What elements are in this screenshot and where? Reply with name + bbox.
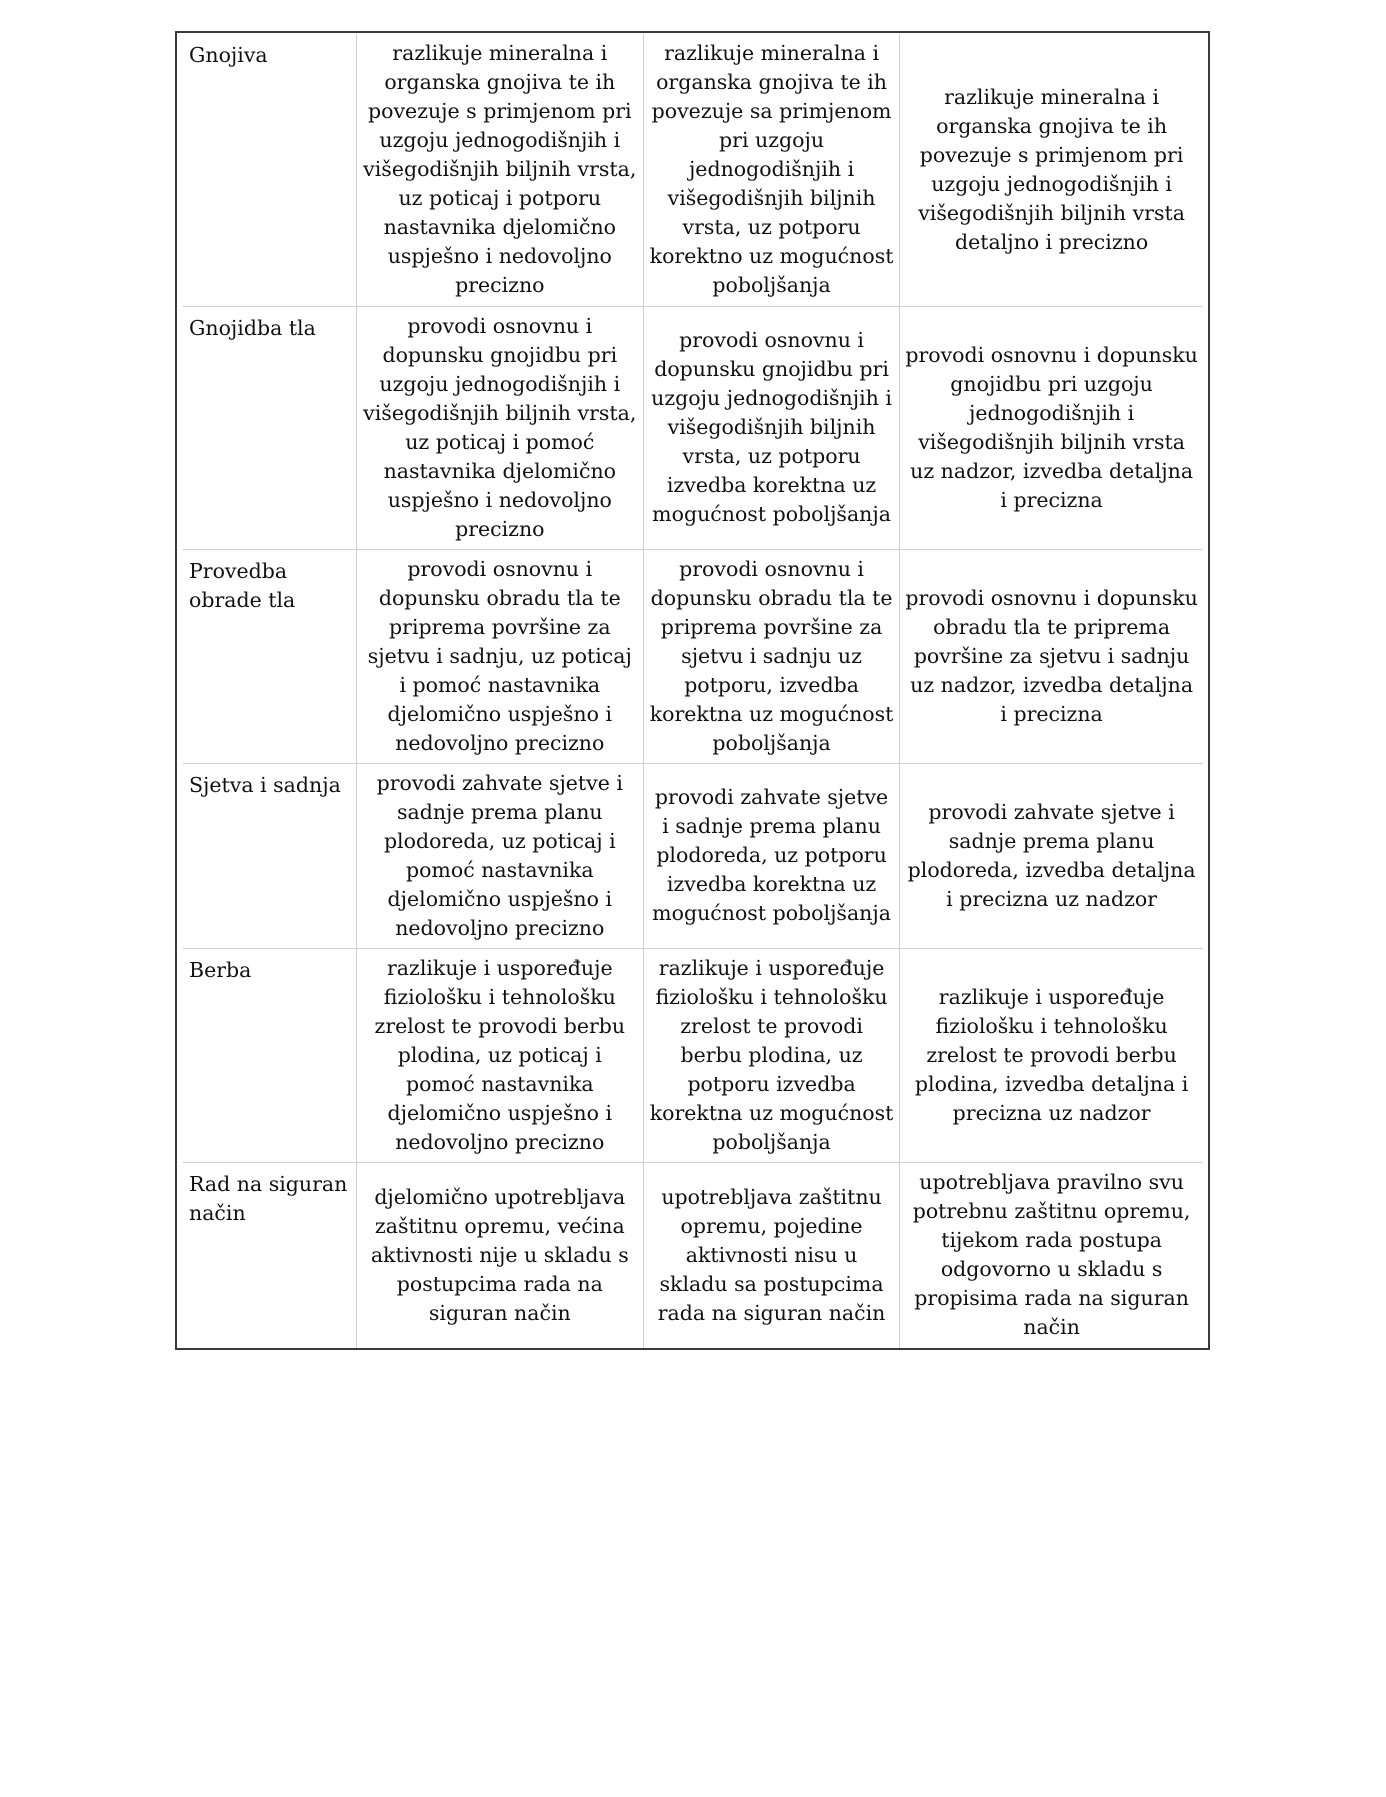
level-2-cell: provodi osnovnu i dopunsku gnojidbu pri uzgoju jednogodišnjih i višegodišnjih biljnih vrsta, uz potporu izvedba korektna uz mogućnost poboljšanja [643, 306, 899, 549]
level-3-cell: razlikuje mineralna i organska gnojiva te ih povezuje s primjenom pri uzgoju jednogodišnjih i višegodišnjih biljnih vrsta detaljno i precizno [900, 34, 1203, 306]
level-2-cell: provodi zahvate sjetve i sadnje prema planu plodoreda, uz potporu izvedba korektna uz mogućnost poboljšanja [643, 763, 899, 948]
table-row [183, 306, 1203, 549]
rubric-table [183, 34, 1203, 1348]
level-3-cell: provodi zahvate sjetve i sadnje prema planu plodoreda, izvedba detaljna i precizna uz nadzor [900, 763, 1203, 948]
level-2-cell: razlikuje i uspoređuje fiziološku i tehnološku zrelost te provodi berbu plodina, uz potporu izvedba korektna uz mogućnost poboljšanja [643, 948, 899, 1162]
criterion-cell: Gnojidba tla [183, 306, 356, 549]
criterion-cell: Rad na siguran način [183, 1162, 356, 1348]
level-3-cell: provodi osnovnu i dopunsku obradu tla te priprema površine za sjetvu i sadnju uz nadzor, izvedba detaljna i precizna [900, 549, 1203, 763]
criterion-cell: Berba [183, 948, 356, 1162]
table-row [183, 763, 1203, 948]
level-1-cell: provodi zahvate sjetve i sadnje prema planu plodoreda, uz poticaj i pomoć nastavnika djelomično uspješno i nedovoljno precizno [356, 763, 643, 948]
table-row [183, 549, 1203, 763]
level-1-cell: provodi osnovnu i dopunsku obradu tla te pripremа površine za sjetvu i sadnju, uz poticaj i pomoć nastavnika djelomično uspješno i nedovoljno precizno [356, 549, 643, 763]
table-row [183, 948, 1203, 1162]
criterion-cell: Sjetva i sadnja [183, 763, 356, 948]
level-1-cell: provodi osnovnu i dopunsku gnojidbu pri uzgoju jednogodišnjih i višegodišnjih biljnih vrsta, uz poticaj i pomoć nastavnika djelomično uspješno i nedovoljno precizno [356, 306, 643, 549]
table-row [183, 34, 1203, 306]
level-1-cell: razlikuje mineralna i organska gnojiva te ih povezuje s primjenom pri uzgoju jednogodišnjih i višegodišnjih biljnih vrsta, uz poticaj i potporu nastavnika djelomično uspješno i nedovoljno precizno [356, 34, 643, 306]
level-3-cell: upotrebljava pravilno svu potrebnu zaštitnu opremu, tijekom rada postupa odgovorno u skladu s propisima rada na siguran način [900, 1162, 1203, 1348]
criterion-cell: Gnojiva [183, 34, 356, 306]
level-1-cell: djelomično upotrebljava zaštitnu opremu, većina aktivnosti nije u skladu s postupcima rada na siguran način [356, 1162, 643, 1348]
criterion-cell: Provedba obrade tla [183, 549, 356, 763]
level-2-cell: razlikuje mineralna i organska gnojiva te ih povezuje sa primjenom pri uzgoju jednogodišnjih i višegodišnjih biljnih vrsta, uz potporu korektno uz mogućnost poboljšanja [643, 34, 899, 306]
level-2-cell: provodi osnovnu i dopunsku obradu tla te priprema površine za sjetvu i sadnju uz potporu, izvedba korektna uz mogućnost poboljšanja [643, 549, 899, 763]
level-3-cell: razlikuje i uspoređuje fiziološku i tehnološku zrelost te provodi berbu plodina, izvedba detaljna i precizna uz nadzor [900, 948, 1203, 1162]
table-row [183, 1162, 1203, 1348]
level-3-cell: provodi osnovnu i dopunsku gnojidbu pri uzgoju jednogodišnjih i višegodišnjih biljnih vrsta uz nadzor, izvedba detaljna i precizna [900, 306, 1203, 549]
level-1-cell: razlikuje i uspoređuje fiziološku i tehnološku zrelost te provodi berbu plodina, uz poticaj i pomoć nastavnika djelomično uspješno i nedovoljno precizno [356, 948, 643, 1162]
rubric-table-frame [175, 31, 1210, 1350]
level-2-cell: upotrebljava zaštitnu opremu, pojedine aktivnosti nisu u skladu sa postupcima rada na siguran način [643, 1162, 899, 1348]
